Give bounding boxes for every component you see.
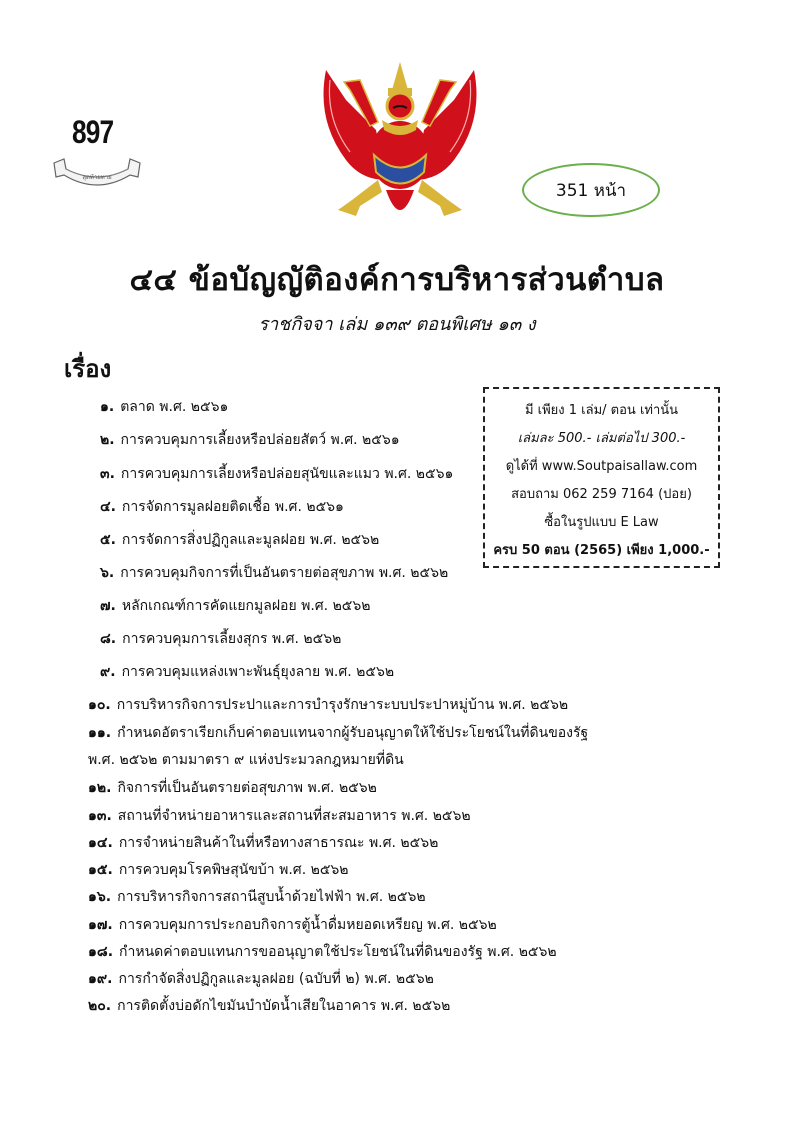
- ribbon-banner-icon: [50, 155, 144, 189]
- info-contact: สอบถาม 062 259 7164 (ปอย): [511, 487, 692, 502]
- list-item: ๑๒. กิจการที่เป็นอันตรายต่อสุขภาพ พ.ศ. ๒๕๖๒: [88, 780, 377, 796]
- list-item: ๑. ตลาด พ.ศ. ๒๕๖๑: [100, 399, 229, 415]
- list-item: ๑๓. สถานที่จำหน่ายอาหารและสถานที่สะสมอาหาร พ.ศ. ๒๕๖๒: [88, 808, 471, 824]
- info-format: ซื้อในรูปแบบ E Law: [544, 515, 659, 530]
- list-item: ๑๕. การควบคุมโรคพิษสุนัขบ้า พ.ศ. ๒๕๖๒: [88, 862, 349, 878]
- list-item: ๖. การควบคุมกิจการที่เป็นอันตรายต่อสุขภาพ พ.ศ. ๒๕๖๒: [100, 565, 449, 581]
- info-bundle-offer: ครบ 50 ตอน (2565) เพียง 1,000.-: [493, 543, 710, 558]
- gazette-reference: ราชกิจจา เล่ม ๑๓๙ ตอนพิเศษ ๑๓ ง: [258, 314, 536, 335]
- info-availability: มี เพียง 1 เล่ม/ ตอน เท่านั้น: [524, 403, 679, 418]
- list-item: ๓. การควบคุมการเลี้ยงหรือปล่อยสุนัขและแมว พ.ศ. ๒๕๖๑: [100, 466, 454, 482]
- ribbon-caption: สุดท้ายทาย: [82, 174, 112, 181]
- list-item: ๑๗. การควบคุมการประกอบกิจการตู้น้ำดื่มหยอดเหรียญ พ.ศ. ๒๕๖๒: [88, 917, 497, 933]
- list-item: ๔. การจัดการมูลฝอยติดเชื้อ พ.ศ. ๒๕๖๑: [100, 499, 344, 515]
- purchase-info-box: [483, 387, 720, 568]
- page-number: 897: [72, 114, 114, 150]
- page-count-text: 351 หน้า: [555, 180, 627, 201]
- list-item: ๙. การควบคุมแหล่งเพาะพันธุ์ยุงลาย พ.ศ. ๒๕๖๒: [100, 664, 395, 680]
- page-count-badge: [522, 163, 660, 217]
- info-website: ดูได้ที่ www.Soutpaisallaw.com: [505, 459, 698, 474]
- section-heading: เรื่อง: [64, 355, 112, 383]
- info-price: เล่มละ 500.- เล่มต่อไป 300.-: [517, 431, 686, 446]
- list-item: ๒๐. การติดตั้งบ่อดักไขมันบำบัดน้ำเสียในอาคาร พ.ศ. ๒๕๖๒: [88, 998, 451, 1014]
- list-item: ๑๖. การบริหารกิจการสถานีสูบน้ำด้วยไฟฟ้า พ.ศ. ๒๕๖๒: [88, 889, 426, 905]
- list-item: ๑๔. การจำหน่ายสินค้าในที่หรือทางสาธารณะ พ.ศ. ๒๕๖๒: [88, 835, 439, 851]
- list-item: ๑๘. กำหนดค่าตอบแทนการขออนุญาตใช้ประโยชน์ในที่ดินของรัฐ พ.ศ. ๒๕๖๒: [88, 944, 557, 960]
- list-item: ๑๙. การกำจัดสิ่งปฏิกูลและมูลฝอย (ฉบับที่ ๒) พ.ศ. ๒๕๖๒: [88, 971, 434, 987]
- garuda-emblem-icon: [316, 60, 484, 232]
- document-title: ๔๔ ข้อบัญญัติองค์การบริหารส่วนตำบล: [129, 262, 665, 298]
- list-item: ๑๐. การบริหารกิจการประปาและการบำรุงรักษาระบบประปาหมู่บ้าน พ.ศ. ๒๕๖๒: [88, 697, 569, 713]
- list-item-continuation: พ.ศ. ๒๕๖๒ ตามมาตรา ๙ แห่งประมวลกฎหมายที่ดิน: [88, 752, 404, 768]
- list-item: ๕. การจัดการสิ่งปฏิกูลและมูลฝอย พ.ศ. ๒๕๖๒: [100, 532, 380, 548]
- list-item: ๒. การควบคุมการเลี้ยงหรือปล่อยสัตว์ พ.ศ. ๒๕๖๑: [100, 432, 400, 448]
- list-item: ๗. หลักเกณฑ์การคัดแยกมูลฝอย พ.ศ. ๒๕๖๒: [100, 598, 371, 614]
- list-item: ๑๑. กำหนดอัตราเรียกเก็บค่าตอบแทนจากผู้รับอนุญาตให้ใช้ประโยชน์ในที่ดินของรัฐ: [88, 725, 589, 741]
- list-item: ๘. การควบคุมการเลี้ยงสุกร พ.ศ. ๒๕๖๒: [100, 631, 342, 647]
